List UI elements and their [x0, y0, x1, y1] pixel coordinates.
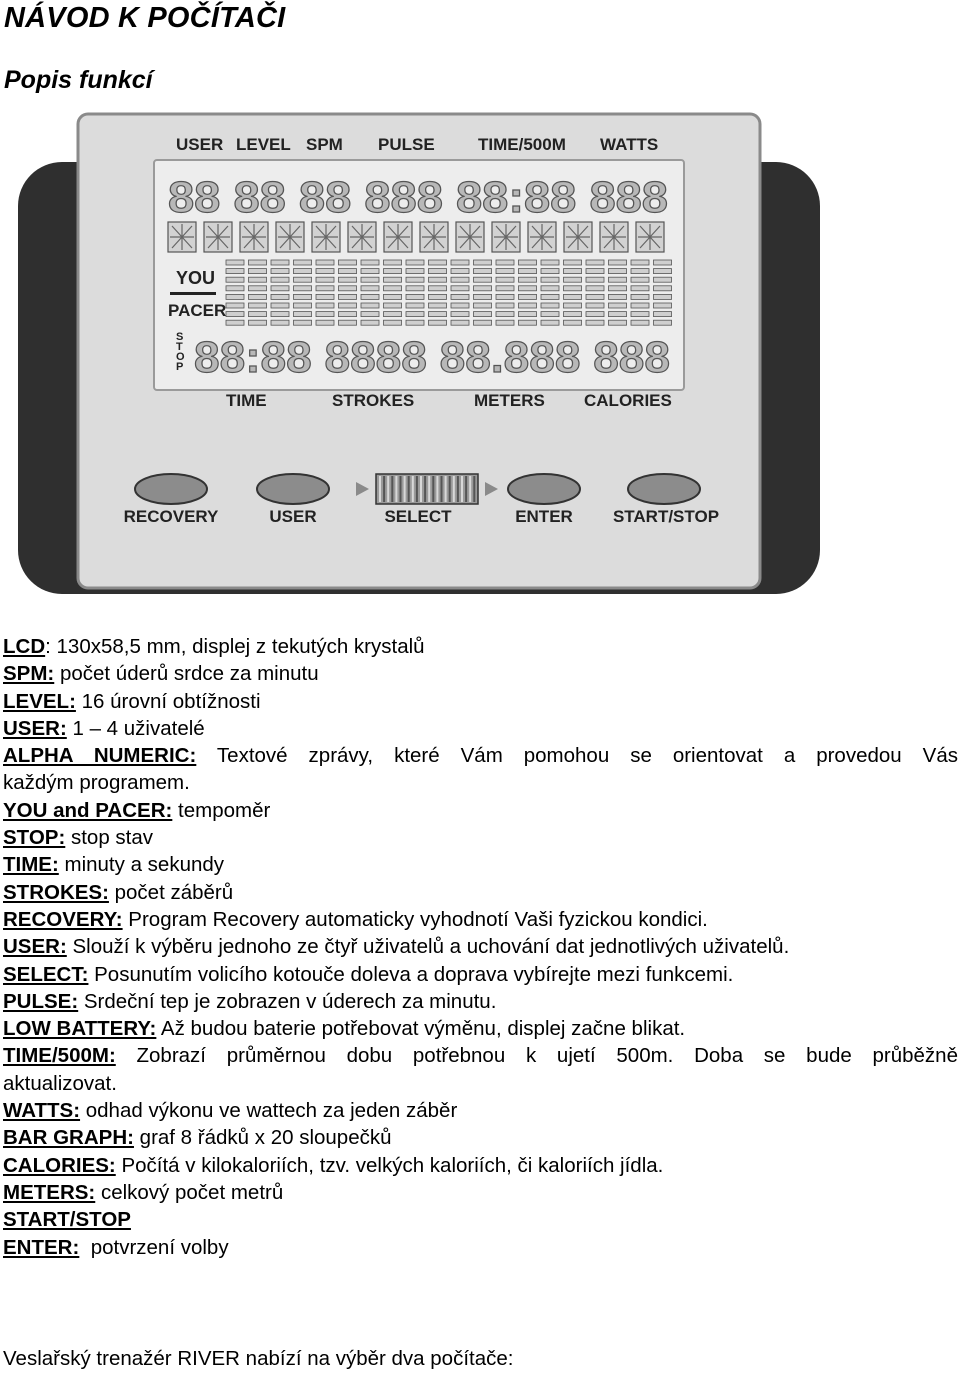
lcd-label-you: YOU	[176, 268, 216, 288]
term: YOU and PACER:	[3, 798, 173, 822]
bar-graph-segment	[474, 312, 492, 317]
bar-graph-segment	[429, 277, 447, 282]
bar-graph-segment	[519, 277, 537, 282]
bar-graph-segment	[609, 286, 627, 291]
desc-row-stop	[3, 824, 958, 851]
lcd-label-user: USER	[176, 135, 224, 154]
you-divider	[170, 292, 216, 295]
desc-row-bar-graph	[3, 1124, 958, 1151]
bar-graph-segment	[631, 303, 649, 308]
bar-graph-segment	[316, 260, 334, 265]
bar-graph-segment	[541, 320, 559, 325]
alpha-cell	[600, 222, 628, 252]
bar-graph-segment	[541, 286, 559, 291]
bar-graph-segment	[406, 294, 424, 299]
desc-row-select	[3, 961, 958, 988]
lcd-label-strokes: STROKES	[332, 391, 415, 410]
desc-row-watts	[3, 1097, 958, 1124]
bar-graph-segment	[631, 294, 649, 299]
bar-graph-segment	[339, 269, 357, 274]
user-button[interactable]	[257, 474, 329, 504]
term: CALORIES:	[3, 1153, 116, 1177]
desc-row-spm	[3, 660, 958, 687]
desc-row-lcd	[3, 633, 958, 660]
bar-graph-segment	[474, 320, 492, 325]
bar-graph-segment	[564, 277, 582, 282]
desc-row-time500m	[3, 1042, 958, 1069]
bar-graph-segment	[609, 303, 627, 308]
start-stop-button[interactable]	[628, 474, 700, 504]
alpha-cell	[312, 222, 340, 252]
bar-graph-segment	[429, 320, 447, 325]
start-stop-button-label: START/STOP	[612, 507, 720, 526]
recovery-button[interactable]	[135, 474, 207, 504]
bar-graph-segment	[496, 277, 514, 282]
bar-graph-segment	[316, 294, 334, 299]
bar-graph-segment	[654, 294, 672, 299]
bar-graph-segment	[541, 260, 559, 265]
definition: Srdeční tep je zobrazen v úderech za minutu.	[78, 989, 497, 1013]
desc-row-alpha-numeric	[3, 742, 958, 769]
desc-row-start-stop	[3, 1206, 958, 1233]
bar-graph-segment	[249, 260, 267, 265]
bar-graph-segment	[429, 286, 447, 291]
bar-graph-segment	[564, 260, 582, 265]
bar-graph-segment	[406, 303, 424, 308]
bar-graph-segment	[496, 320, 514, 325]
bar-graph-segment	[316, 320, 334, 325]
bar-graph-segment	[249, 269, 267, 274]
bar-graph-segment	[226, 303, 244, 308]
bar-graph-segment	[294, 277, 312, 282]
bar-graph-segment	[429, 260, 447, 265]
bar-graph-segment	[384, 303, 402, 308]
bar-graph-segment	[541, 303, 559, 308]
bar-graph-segment	[226, 320, 244, 325]
lcd-label-calories: CALORIES	[584, 391, 672, 410]
alpha-cell	[384, 222, 412, 252]
bar-graph-segment	[586, 312, 604, 317]
bar-graph-segment	[541, 312, 559, 317]
bar-graph-segment	[631, 286, 649, 291]
alpha-cell	[240, 222, 268, 252]
bar-graph-segment	[249, 277, 267, 282]
desc-row-meters	[3, 1179, 958, 1206]
bar-graph-segment	[226, 260, 244, 265]
bar-graph-segment	[451, 277, 469, 282]
bar-graph-segment	[496, 260, 514, 265]
bar-graph-segment	[361, 312, 379, 317]
recovery-button-label: RECOVERY	[123, 507, 219, 526]
bar-graph-segment	[294, 286, 312, 291]
bar-graph-segment	[406, 277, 424, 282]
bar-graph-segment	[294, 269, 312, 274]
term: BAR GRAPH:	[3, 1126, 134, 1150]
bar-graph-segment	[451, 312, 469, 317]
bar-graph-segment	[384, 260, 402, 265]
bar-graph-segment	[249, 312, 267, 317]
definition: Počítá v kilokaloriích, tzv. velkých kaloriích, či kaloriích jídla.	[115, 1153, 664, 1177]
bar-graph-segment	[586, 260, 604, 265]
bar-graph-segment	[384, 294, 402, 299]
bar-graph-segment	[586, 277, 604, 282]
definition-continuation: aktualizovat.	[3, 1071, 117, 1095]
bar-graph-segment	[249, 320, 267, 325]
bar-graph-segment	[496, 269, 514, 274]
bar-graph-segment	[249, 286, 267, 291]
bar-graph-segment	[519, 320, 537, 325]
lcd-label-level: LEVEL	[236, 135, 291, 154]
bar-graph-segment	[451, 286, 469, 291]
definition: Posunutím volicího kotouče doleva a doprava vybírejte mezi funkcemi.	[88, 962, 734, 986]
definition: odhad výkonu ve wattech za jeden záběr	[80, 1099, 458, 1123]
definition: počet úderů srdce za minutu	[54, 662, 319, 686]
bar-graph-segment	[339, 294, 357, 299]
desc-row-time	[3, 851, 958, 878]
alpha-cell	[276, 222, 304, 252]
desc-row-time500m-cont	[3, 1070, 958, 1097]
bar-graph-segment	[541, 294, 559, 299]
definition: stop stav	[65, 826, 154, 850]
bar-graph-segment	[451, 269, 469, 274]
bar-graph-segment	[429, 294, 447, 299]
definition: potvrzení volby	[79, 1235, 229, 1259]
bar-graph-segment	[339, 312, 357, 317]
term: SELECT:	[3, 962, 89, 986]
bar-graph-segment	[541, 277, 559, 282]
bar-graph-segment	[541, 269, 559, 274]
bar-graph-segment	[271, 303, 289, 308]
lcd-label-stop-t: T	[176, 341, 183, 353]
desc-row-strokes	[3, 879, 958, 906]
bar-graph-segment	[519, 269, 537, 274]
bar-graph-segment	[429, 269, 447, 274]
bar-graph-segment	[249, 294, 267, 299]
bar-graph-segment	[384, 277, 402, 282]
desc-row-level	[3, 688, 958, 715]
bar-graph-segment	[631, 260, 649, 265]
bar-graph-segment	[406, 312, 424, 317]
bar-graph-segment	[654, 277, 672, 282]
bar-graph-segment	[294, 294, 312, 299]
lcd-label-pulse: PULSE	[378, 135, 435, 154]
bar-graph-segment	[474, 260, 492, 265]
bar-graph-segment	[451, 260, 469, 265]
footer-note: Veslařský trenažér RIVER nabízí na výběr dva počítače:	[3, 1347, 514, 1370]
bar-graph-segment	[384, 320, 402, 325]
bar-graph-segment	[564, 294, 582, 299]
bar-graph-segment	[631, 269, 649, 274]
term: SPM:	[3, 662, 55, 686]
bar-graph-segment	[654, 303, 672, 308]
bar-graph-segment	[631, 320, 649, 325]
term: STOP:	[3, 826, 66, 850]
bar-graph-segment	[316, 303, 334, 308]
bar-graph-segment	[384, 269, 402, 274]
bar-graph-segment	[586, 269, 604, 274]
alpha-cell	[564, 222, 592, 252]
bar-graph-segment	[586, 320, 604, 325]
alpha-cell	[420, 222, 448, 252]
lcd-label-stop-s: S	[176, 331, 184, 343]
term: USER:	[3, 716, 67, 740]
bar-graph-segment	[226, 312, 244, 317]
desc-row-alpha-numeric-cont	[3, 769, 958, 796]
bar-graph-segment	[406, 286, 424, 291]
bar-graph-segment	[271, 286, 289, 291]
definition: celkový počet metrů	[95, 1180, 284, 1204]
bar-graph-segment	[271, 294, 289, 299]
bar-graph-segment	[631, 312, 649, 317]
bar-graph-segment	[586, 303, 604, 308]
bar-graph-segment	[451, 303, 469, 308]
bar-graph-segment	[564, 320, 582, 325]
bar-graph-segment	[316, 277, 334, 282]
bar-graph-segment	[406, 320, 424, 325]
bar-graph-segment	[361, 303, 379, 308]
term: TIME/500M:	[3, 1044, 116, 1068]
bar-graph-segment	[586, 294, 604, 299]
bar-graph-segment	[226, 286, 244, 291]
term: WATTS:	[3, 1099, 81, 1123]
desc-row-user-count	[3, 715, 958, 742]
bar-graph-segment	[519, 260, 537, 265]
bar-graph-segment	[496, 294, 514, 299]
bar-graph-segment	[519, 294, 537, 299]
desc-row-enter	[3, 1234, 958, 1261]
bar-graph-segment	[609, 312, 627, 317]
definition: Slouží k výběru jednoho ze čtyř uživatelů a uchování dat jednotlivých uživatelů.	[66, 935, 790, 959]
bar-graph-segment	[474, 303, 492, 308]
bar-graph-segment	[271, 320, 289, 325]
bar-graph-segment	[316, 286, 334, 291]
term: RECOVERY:	[3, 907, 123, 931]
definition: 1 – 4 uživatelé	[66, 716, 205, 740]
page-title: NÁVOD K POČÍTAČI	[4, 2, 286, 34]
lcd-label-pacer: PACER	[168, 301, 227, 320]
desc-row-user	[3, 933, 958, 960]
bar-graph-segment	[226, 277, 244, 282]
bar-graph-segment	[384, 312, 402, 317]
alpha-cell	[636, 222, 664, 252]
definition: počet záběrů	[108, 880, 234, 904]
definition: Až budou baterie potřebovat výměnu, displej začne blikat.	[156, 1017, 686, 1041]
bar-graph-segment	[339, 320, 357, 325]
lcd-label-time: TIME	[226, 391, 267, 410]
bar-graph-segment	[496, 303, 514, 308]
bar-graph-segment	[564, 303, 582, 308]
bar-graph-segment	[654, 269, 672, 274]
bar-graph-segment	[361, 260, 379, 265]
alpha-cell	[348, 222, 376, 252]
term: ALPHA NUMERIC:	[3, 744, 197, 768]
bar-graph-segment	[564, 286, 582, 291]
definition: tempoměr	[172, 798, 271, 822]
bar-graph-segment	[226, 269, 244, 274]
enter-button-label: ENTER	[515, 507, 573, 526]
definition: : 130x58,5 mm, displej z tekutých krystalů	[45, 635, 425, 658]
term: STROKES:	[3, 880, 109, 904]
bar-graph-segment	[294, 260, 312, 265]
bar-graph-segment	[631, 277, 649, 282]
bar-graph-segment	[294, 303, 312, 308]
alpha-cell	[528, 222, 556, 252]
bar-graph-segment	[474, 286, 492, 291]
bar-graph-segment	[474, 277, 492, 282]
definition: minuty a sekundy	[58, 853, 225, 877]
desc-row-calories	[3, 1152, 958, 1179]
bar-graph-segment	[519, 312, 537, 317]
bar-graph-segment	[316, 269, 334, 274]
definition-continuation: každým programem.	[3, 771, 190, 795]
bar-graph-segment	[339, 286, 357, 291]
bar-graph-segment	[474, 294, 492, 299]
bar-graph-segment	[429, 312, 447, 317]
term: LCD	[3, 635, 46, 658]
term: PULSE:	[3, 989, 79, 1013]
bar-graph-segment	[294, 312, 312, 317]
definition: Zobrazí průměrnou dobu potřebnou k ujetí 500m. Doba se bude průběžně	[115, 1044, 958, 1068]
term: START/STOP	[3, 1208, 131, 1232]
bar-graph-segment	[519, 286, 537, 291]
definition: Program Recovery automaticky vyhodnotí Vaši fyzickou kondici.	[122, 907, 708, 931]
bar-graph-segment	[654, 260, 672, 265]
lcd-label-stop-o: O	[176, 351, 185, 363]
bar-graph-segment	[586, 286, 604, 291]
lcd-top-digits: 88 88 88 888 88:88 888	[168, 173, 668, 222]
bar-graph-segment	[294, 320, 312, 325]
console-illustration	[18, 112, 820, 594]
bar-graph-segment	[564, 312, 582, 317]
bar-graph-segment	[609, 320, 627, 325]
bar-graph-segment	[361, 294, 379, 299]
definition: Textové zprávy, které Vám pomohou se orientovat a provedou Vás	[196, 744, 958, 768]
bar-graph-segment	[249, 303, 267, 308]
bar-graph-segment	[406, 269, 424, 274]
alpha-cell	[204, 222, 232, 252]
lcd-label-stop-p: P	[176, 361, 184, 373]
bar-graph-segment	[316, 312, 334, 317]
function-description-list	[3, 633, 958, 1261]
definition: 16 úrovní obtížnosti	[75, 689, 261, 713]
bar-graph-segment	[429, 303, 447, 308]
alpha-cell	[492, 222, 520, 252]
alpha-cell	[456, 222, 484, 252]
bar-graph-segment	[226, 294, 244, 299]
bar-graph-segment	[654, 320, 672, 325]
lcd-label-meters: METERS	[474, 391, 545, 410]
bar-graph-segment	[451, 294, 469, 299]
bar-graph-segment	[361, 269, 379, 274]
section-subtitle: Popis funkcí	[4, 66, 153, 94]
bar-graph-segment	[609, 269, 627, 274]
term: USER:	[3, 935, 67, 959]
bar-graph-segment	[609, 294, 627, 299]
lcd-bottom-digits: 88:88 8888 88.888 888	[194, 333, 670, 382]
desc-row-recovery	[3, 906, 958, 933]
term: ENTER:	[3, 1235, 80, 1259]
desc-row-you-pacer	[3, 797, 958, 824]
term: METERS:	[3, 1180, 96, 1204]
bar-graph-segment	[339, 260, 357, 265]
bar-graph-segment	[384, 286, 402, 291]
bar-graph-segment	[339, 303, 357, 308]
term: LOW BATTERY:	[3, 1017, 157, 1041]
desc-row-low-battery	[3, 1015, 958, 1042]
bar-graph-segment	[271, 277, 289, 282]
select-button-label: SELECT	[384, 507, 452, 526]
bar-graph-segment	[496, 286, 514, 291]
bar-graph-segment	[496, 312, 514, 317]
bar-graph-segment	[609, 260, 627, 265]
bar-graph-segment	[361, 277, 379, 282]
bar-graph-segment	[361, 286, 379, 291]
user-button-label: USER	[269, 507, 317, 526]
bar-graph-segment	[271, 312, 289, 317]
alpha-cell	[168, 222, 196, 252]
bar-graph-segment	[361, 320, 379, 325]
bar-graph-segment	[654, 286, 672, 291]
desc-row-pulse	[3, 988, 958, 1015]
definition: graf 8 řádků x 20 sloupečků	[133, 1126, 392, 1150]
bar-graph-segment	[564, 269, 582, 274]
lcd-label-watts: WATTS	[600, 135, 659, 154]
bar-graph-segment	[271, 269, 289, 274]
bar-graph-segment	[271, 260, 289, 265]
term: LEVEL:	[3, 689, 76, 713]
bar-graph-segment	[654, 312, 672, 317]
bar-graph-segment	[519, 303, 537, 308]
bar-graph-segment	[406, 260, 424, 265]
lcd-label-time500m: TIME/500M	[478, 135, 566, 154]
term: TIME:	[3, 853, 59, 877]
bar-graph-segment	[474, 269, 492, 274]
bar-graph-segment	[609, 277, 627, 282]
lcd-label-spm: SPM	[306, 135, 343, 154]
bar-graph-segment	[451, 320, 469, 325]
enter-button[interactable]	[508, 474, 580, 504]
bar-graph-segment	[339, 277, 357, 282]
